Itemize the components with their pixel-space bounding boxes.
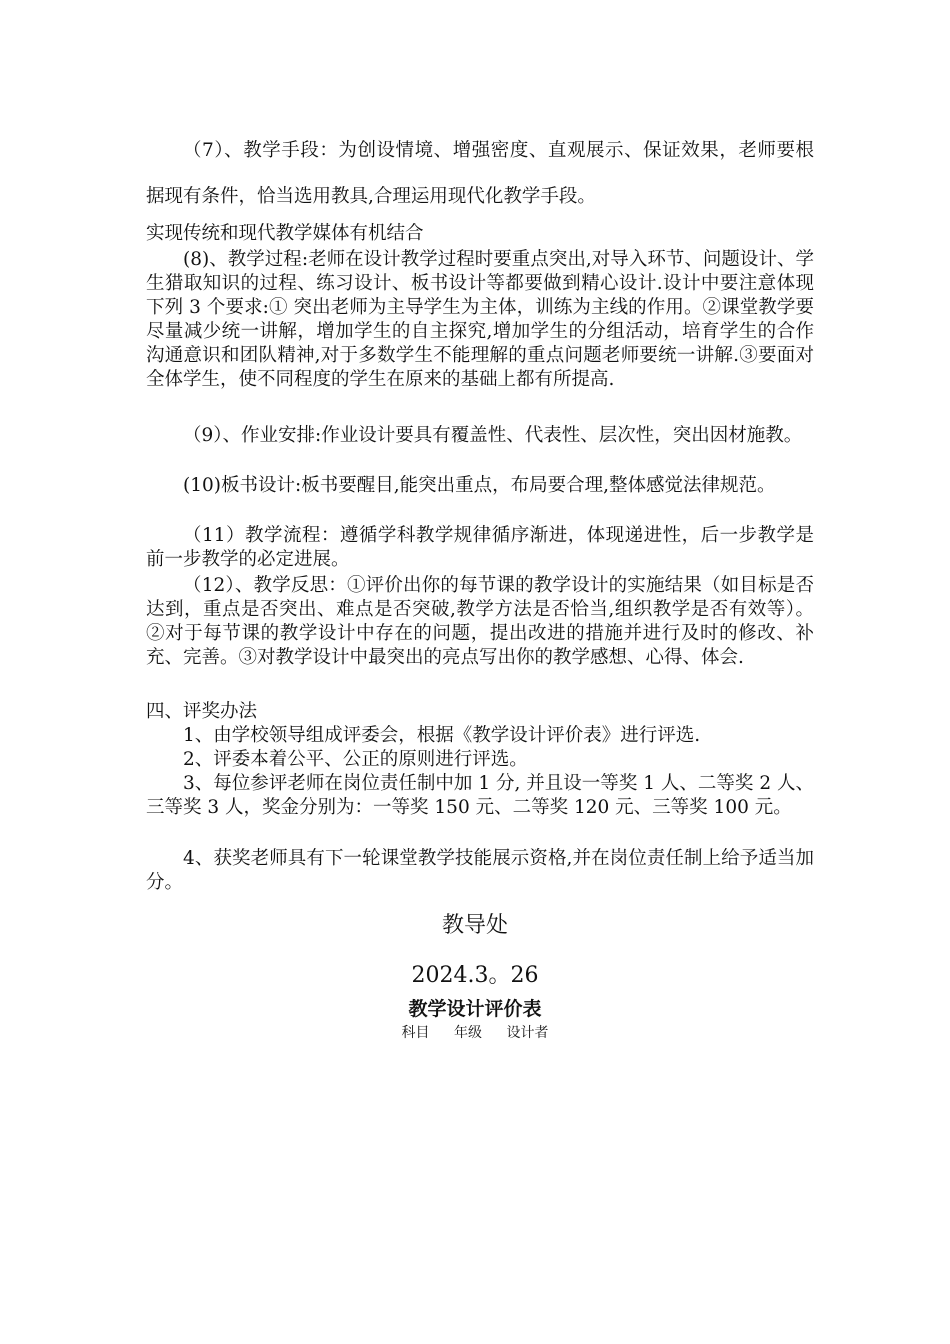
signature-date: 2024.3。26 [411,963,539,988]
award-rule-1: 1、由学校领导组成评委会，根据《教学设计评价表》进行评选. [183,725,701,746]
award-rule-2: 2、评委本着公平、公正的原则进行评选。 [183,749,528,770]
section-heading-awards: 四、评奖办法 [146,701,258,722]
paragraph-media-integration: 实现传统和现代教学媒体有机结合 [146,223,424,244]
paragraph-teaching-reflection: （12）、教学反思：①评价出你的每节课的教学设计的实施结果（如目标是否达到，重点是否突出、难点是否突破,教学方法是否恰当,组织教学是否有效等）。②对于每节课的教学设计中存在的问题，提出改进的措施并进行及时的修改、补充、完善。③对教学设计中最突出的亮点写出你的教学感想、心得、体会. [146,575,814,668]
paragraph-board-design: (10)板书设计:板书要醒目,能突出重点，布局要合理,整体感觉法律规范。 [183,475,776,496]
award-rule-3: 3、每位参评老师在岗位责任制中加 1 分, 并且设一等奖 1 人、二等奖 2 人、三等奖 3 人，奖金分别为：一等奖 150 元、二等奖 120 元、三等奖 100 元。 [146,773,814,818]
grade-label: 年级 [454,1025,482,1041]
evaluation-table-header [0,1022,950,1042]
paragraph-homework: （9）、作业安排:作业设计要具有覆盖性、代表性、层次性，突出因材施教。 [183,425,803,446]
award-rule-4: 4、获奖老师具有下一轮课堂教学技能展示资格,并在岗位责任制上给予适当加分。 [146,848,814,893]
paragraph-teaching-flow: （11）教学流程：遵循学科教学规律循序渐进，体现递进性，后一步教学是前一步教学的必定进展。 [146,525,814,570]
evaluation-table-title: 教学设计评价表 [408,998,542,1020]
subject-label: 科目 [401,1025,430,1041]
paragraph-teaching-means: （7）、教学手段：为创设情境、增强密度、直观展示、保证效果，老师要根据现有条件，恰当选用教具,合理运用现代化教学手段。 [146,140,814,207]
designer-label: 设计者 [506,1025,549,1041]
paragraph-teaching-process: (8)、教学过程:老师在设计教学过程时要重点突出,对导入环节、问题设计、学生猎取知识的过程、练习设计、板书设计等都要做到精心设计.设计中要注意体现下列 3 个要求:① 突出老师为主导学生为主体，训练为主线的作用。②课堂教学要尽量减少统一讲解，增加学生的自主探究,增加学生的分组活动，培育学生的合作沟通意识和团队精神,对于多数学生不能理解的重点问题老师要统一讲解.③要面对全体学生，使不同程度的学生在原来的基础上都有所提高. [146,249,814,390]
signature-office: 教导处 [441,913,508,938]
